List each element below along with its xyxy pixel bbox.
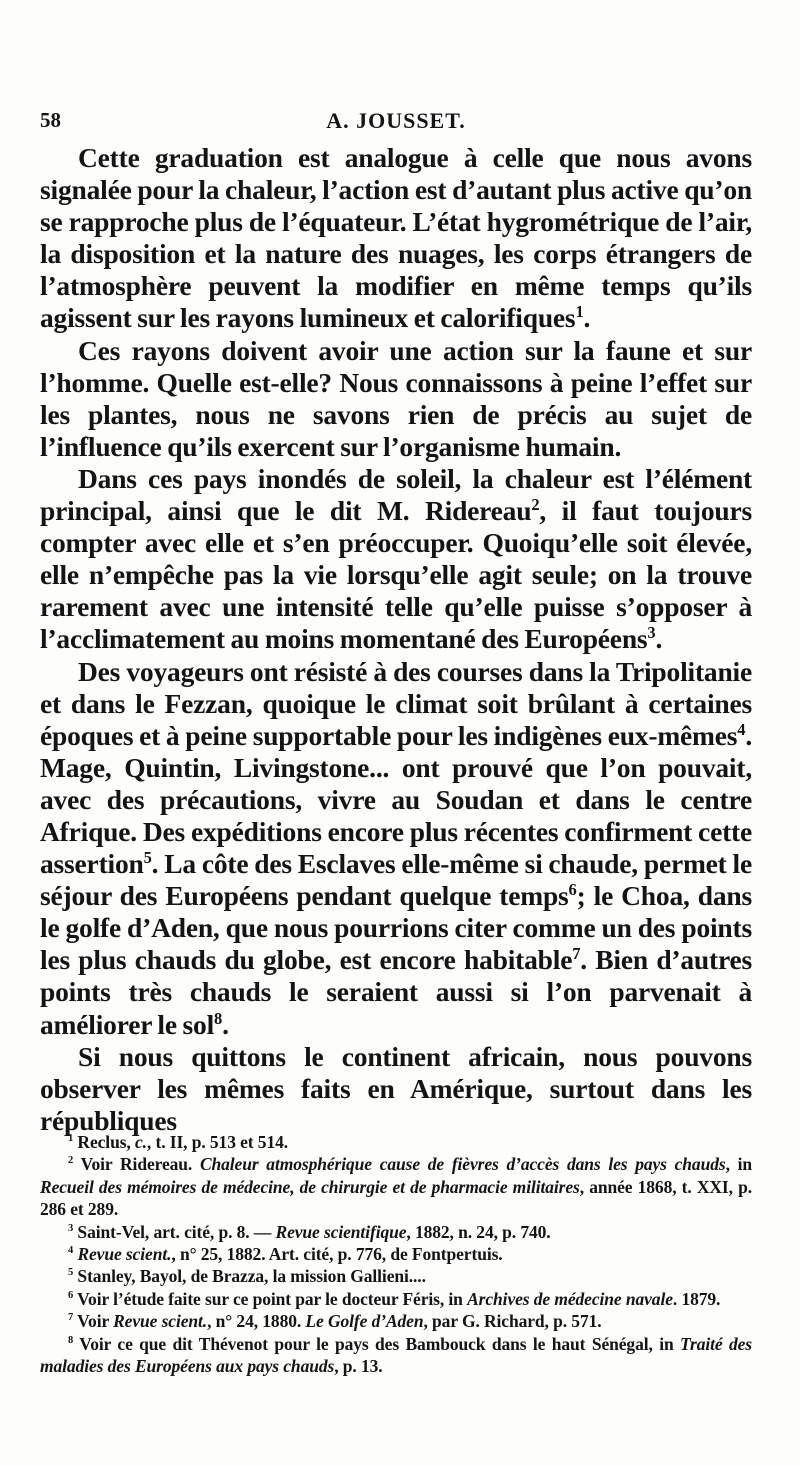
text-run: . Mage, Quintin, Livingstone... ont prouvé que l’on pouvait, avec des précautions, vivre au Soudan et dans le centre Afrique. Des expéditions encore plus récentes confirment cette assertion bbox=[40, 719, 752, 880]
text-run: . Bien d’autres points très chauds le seraient aussi si l’on parvenait à améliorer le sol bbox=[40, 944, 752, 1040]
italic-title: Revue scient. bbox=[113, 1311, 208, 1332]
text-run: Saint-Vel, art. cité, p. 8. — bbox=[73, 1221, 276, 1242]
italic-title: Revue scient. bbox=[77, 1244, 172, 1265]
text-run: , il faut toujours compter avec elle et s’en préoccuper. Quoiqu’elle soit élevée, elle n’empêche pas la vie lorsqu’elle agit seule; on la trouve rarement avec une intensité telle qu’elle puisse s’opposer à l’acclimatement au moins momentané des Européens bbox=[40, 495, 753, 655]
note-reference: 6 bbox=[68, 1290, 74, 1302]
italic-title: Archives de médecine navale bbox=[467, 1288, 673, 1309]
footnote bbox=[40, 1265, 752, 1287]
footnote bbox=[40, 1153, 752, 1220]
text-run: . bbox=[222, 1008, 229, 1040]
italic-title: Chaleur atmosphérique cause de fièvres d’accès dans les pays chauds bbox=[199, 1154, 726, 1175]
text-run: Des voyageurs ont résisté à des courses dans la Tripolitanie et dans le Fezzan, quoique le climat soit brûlant à certaines époques et à peine supportable pour les indigènes eux-mêmes bbox=[40, 655, 752, 751]
italic-title: Le Golfe d’Aden bbox=[305, 1311, 424, 1332]
text-run: , t. II, p. 513 et 514. bbox=[146, 1132, 289, 1152]
paragraph bbox=[40, 335, 752, 463]
text-run: , n° 24, 1880. bbox=[207, 1311, 306, 1332]
note-reference: 2 bbox=[68, 1155, 74, 1167]
footnotes bbox=[40, 1131, 752, 1377]
note-reference: 4 bbox=[737, 719, 746, 739]
body-text bbox=[40, 142, 752, 1137]
text-run: Voir bbox=[73, 1311, 114, 1332]
text-run: Dans ces pays inondés de soleil, la chaleur est l’élément principal, ainsi que le dit M. Ridereau bbox=[40, 462, 752, 527]
italic-title: Traité des maladies des Européens aux pays chauds bbox=[40, 1333, 752, 1377]
text-run: Stanley, Bayol, de Brazza, la mission Gallieni.... bbox=[73, 1266, 426, 1287]
paragraph bbox=[40, 142, 752, 335]
text-run: Voir Ridereau. bbox=[73, 1154, 200, 1175]
note-reference: 6 bbox=[568, 880, 577, 899]
text-run: , n° 25, 1882. Art. cité, p. 776, de Fontpertuis. bbox=[171, 1244, 503, 1265]
footnote bbox=[40, 1221, 752, 1243]
footnote bbox=[40, 1131, 752, 1153]
paragraph bbox=[40, 656, 752, 1041]
note-reference: 5 bbox=[68, 1267, 74, 1279]
text-run: Cette graduation est analogue à celle que nous avons signalée pour la chaleur, l’action est d’autant plus active qu’on se rapproche plus de l’équateur. L’état hygrométrique de l’air, la disposition et la nature des nuages, les corps étrangers de l’atmosphère peuvent la modifier en même temps qu’ils agissent sur les rayons lumineux et calorifiques bbox=[40, 142, 752, 334]
text-run: , p. 13. bbox=[334, 1356, 383, 1377]
running-head: A. JOUSSET. bbox=[326, 108, 466, 133]
text-run: . bbox=[655, 623, 663, 655]
page-number: 58 bbox=[40, 108, 61, 132]
paragraph bbox=[40, 463, 752, 656]
note-reference: 3 bbox=[68, 1222, 74, 1234]
note-reference: 5 bbox=[143, 847, 152, 867]
text-run: , 1882, n. 24, p. 740. bbox=[406, 1221, 551, 1242]
text-run: Ces rayons doivent avoir une action sur la faune et sur l’homme. Quelle est-elle? Nous connaissons à peine l’effet sur les plantes, nous ne savons rien de précis au sujet de l’influence qu’ils exercent sur l’organisme humain. bbox=[40, 334, 752, 462]
italic-title: Recueil des mémoires de médecine, de chirurgie et de pharmacie militaires bbox=[40, 1176, 580, 1197]
footnote bbox=[40, 1243, 752, 1265]
note-reference: 3 bbox=[647, 623, 656, 643]
text-run: , in bbox=[725, 1154, 752, 1175]
note-reference: 7 bbox=[68, 1312, 74, 1324]
footnote bbox=[40, 1310, 752, 1332]
note-reference: 1 bbox=[575, 302, 584, 322]
text-run: Voir ce que dit Thévenot pour le pays des Bambouck dans le haut Sénégal, in bbox=[73, 1333, 681, 1354]
paragraph bbox=[40, 1041, 752, 1137]
text-run: Reclus, bbox=[73, 1132, 135, 1152]
note-reference: 1 bbox=[68, 1133, 74, 1145]
italic-title: Revue scientifique bbox=[275, 1221, 407, 1242]
page-header bbox=[40, 108, 752, 138]
note-reference: 4 bbox=[68, 1245, 74, 1257]
text-run: , par G. Richard, p. 571. bbox=[423, 1311, 602, 1332]
note-reference: 7 bbox=[572, 944, 581, 964]
note-reference: 8 bbox=[214, 1008, 223, 1028]
footnote bbox=[40, 1333, 752, 1378]
italic-title: c. bbox=[134, 1132, 147, 1152]
text-run: Voir l’étude faite sur ce point par le docteur Féris, in bbox=[73, 1288, 468, 1309]
footnote bbox=[40, 1288, 752, 1310]
text-run: Si nous quittons le continent africain, nous pouvons observer les mêmes faits en Amérique, surtout dans les républiques bbox=[40, 1040, 752, 1136]
text-run: . bbox=[583, 302, 591, 334]
text-run: . 1879. bbox=[672, 1288, 721, 1309]
text-run: , année 1868, t. XXI, p. 286 et 289. bbox=[40, 1176, 752, 1220]
text-run: . La côte des Esclaves elle-même si chaude, permet le séjour des Européens pendant quelque temps bbox=[40, 848, 752, 912]
text-run: ; le Choa, dans le golfe d’Aden, que nous pourrions citer comme un des points les plus chauds du globe, est encore habitable bbox=[40, 880, 752, 976]
note-reference: 2 bbox=[531, 494, 540, 514]
note-reference: 8 bbox=[68, 1334, 74, 1346]
